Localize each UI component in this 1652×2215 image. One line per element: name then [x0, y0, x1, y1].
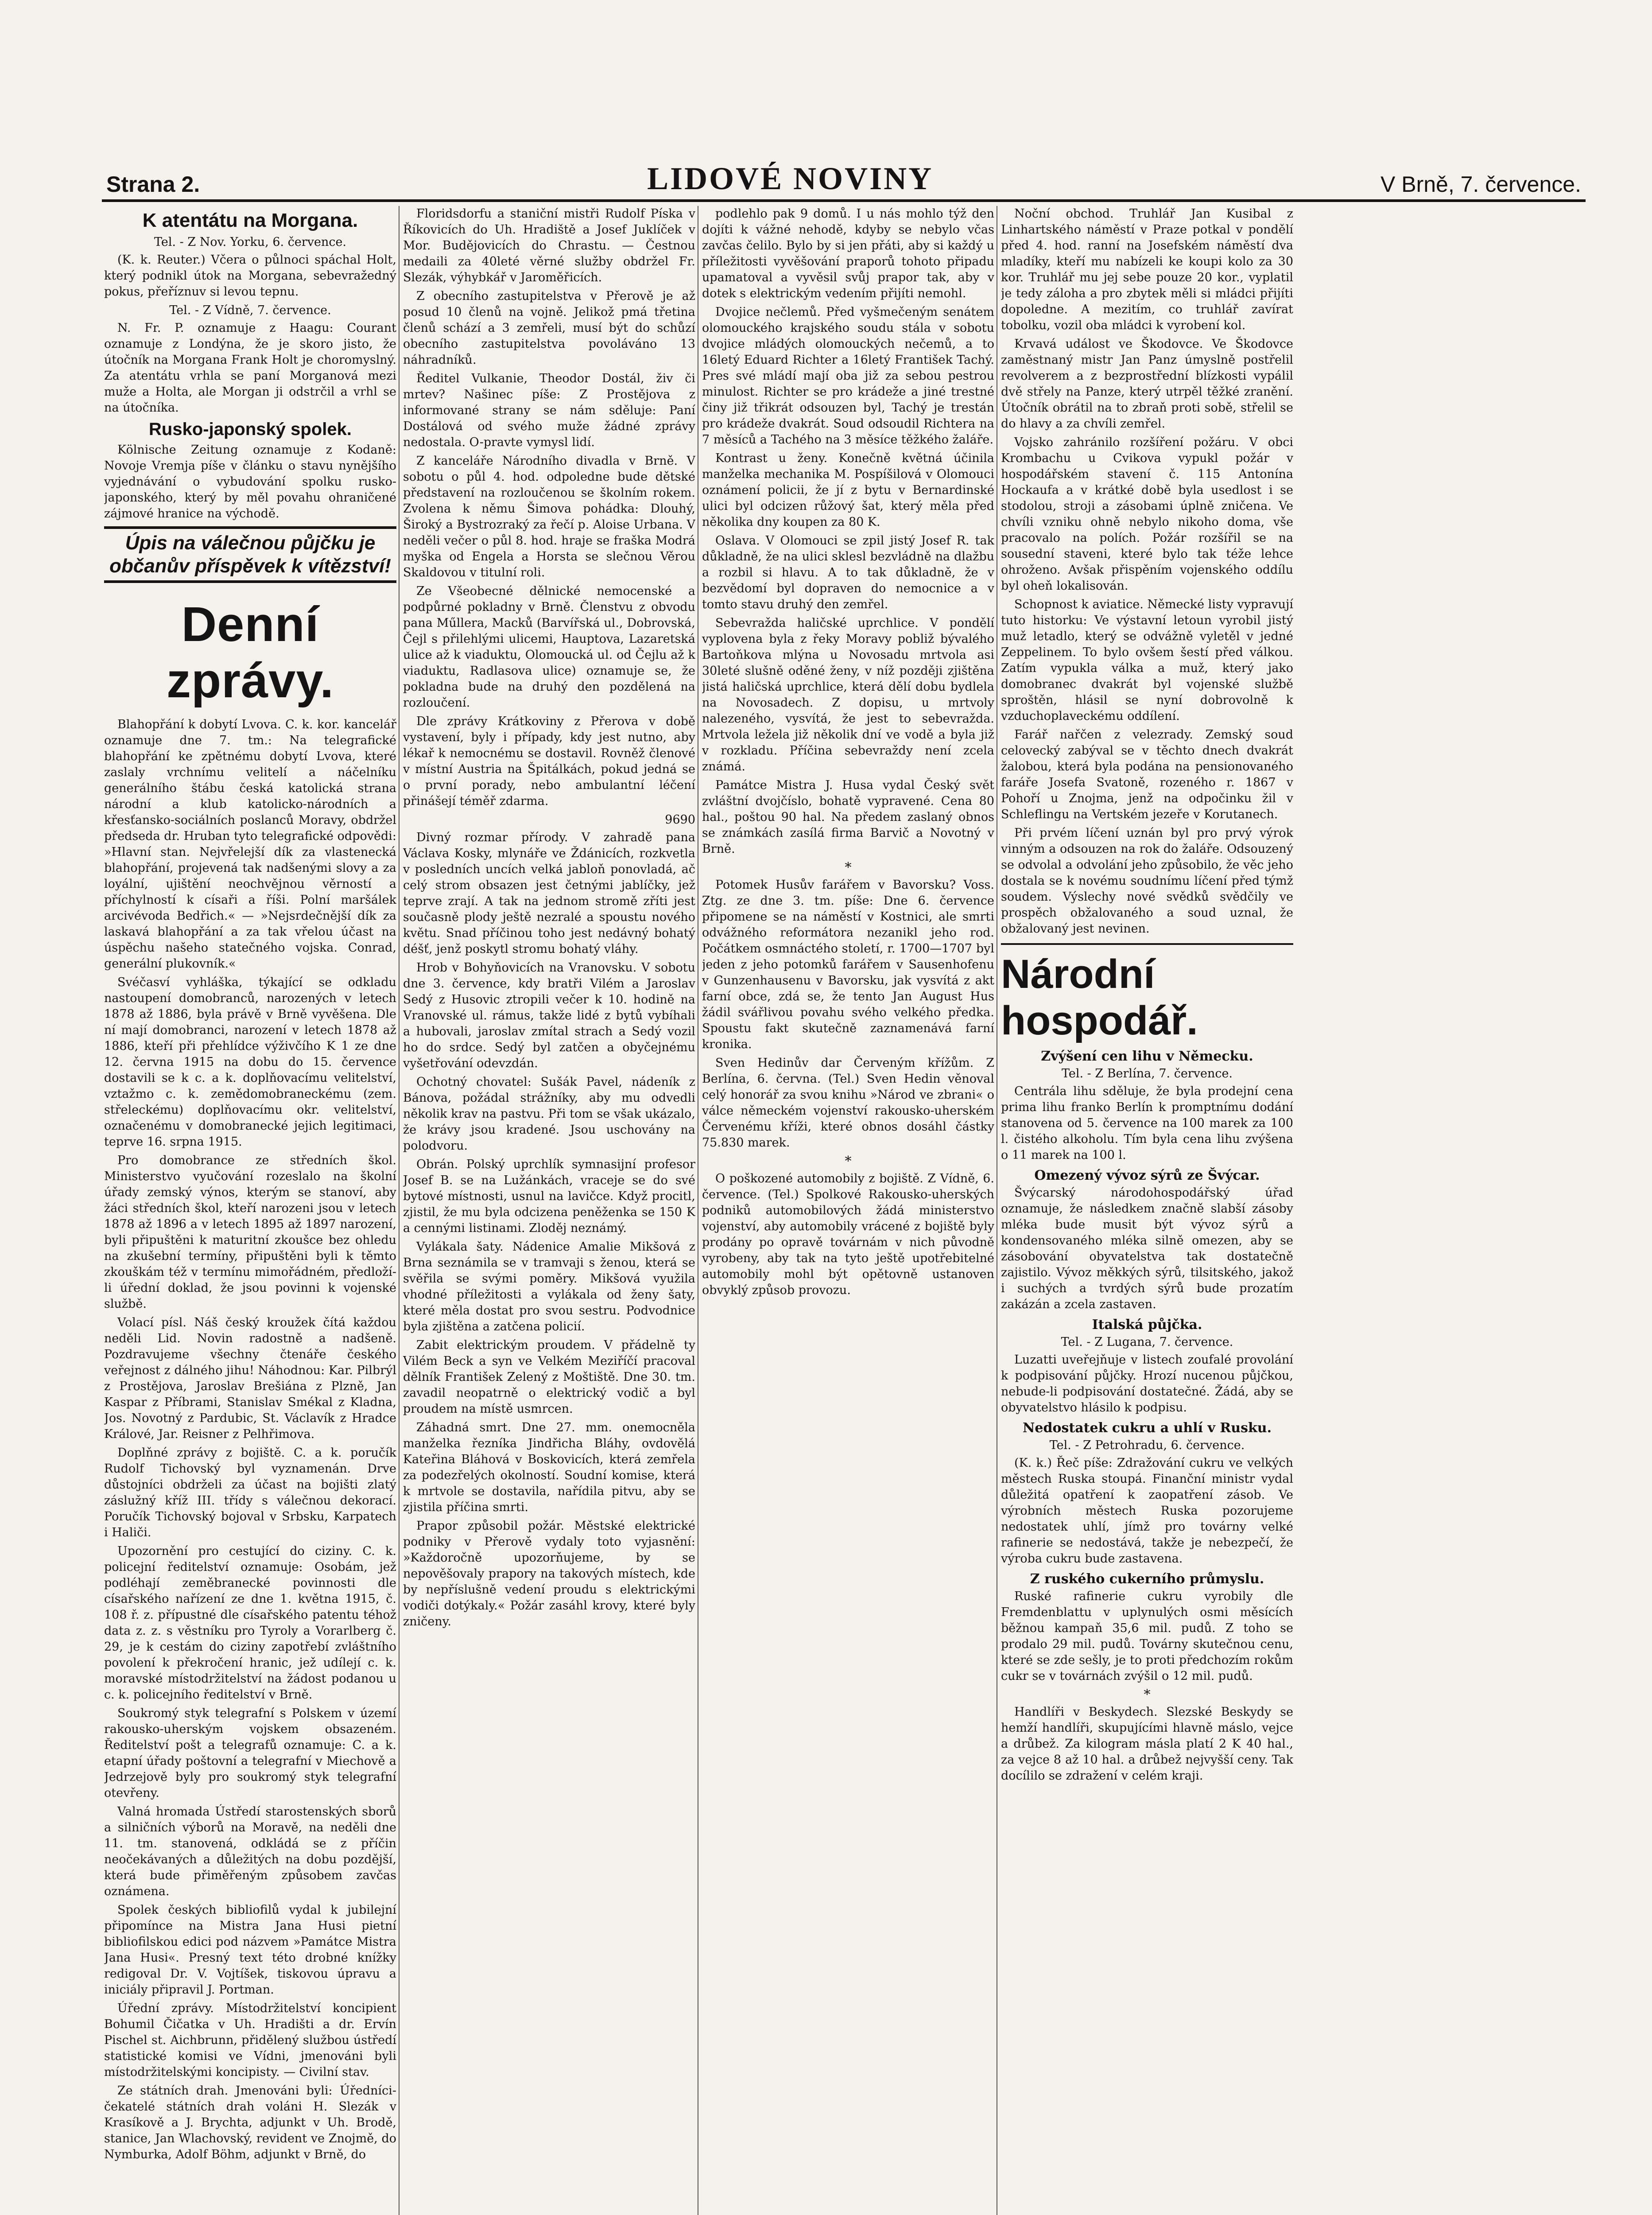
article-upozorneni: Upozornění pro cestující do ciziny. C. k. policejní ředitelství oznamuje: Osobám, jež podléhají zeměbranecké povinnosti dle císařského nařízení ze dne 1. května 1915, č. 108 ř. z. přípustné dle císařského patentu téhož data z. z. s věstníku pro Tyroly a Vorarlberg č. 29, je k cestám do ciziny zapotřebí zvláštního povolení k překročení hranic, jež udílejí c. k. moravské místodržitelství na žádost podanou u c. k. policejního ředitelství v Brně. — [104, 1544, 396, 1702]
section-heading-narodni-hospodar: Národní hospodář. — [1001, 952, 1198, 1043]
article-sven-hedin: Sven Hedinův dar Červeným křížům. Z Berlína, 6. června. (Tel.) Sven Hedin věnoval celý honorář za svou knihu »Národ ve zbrani« o válce německém vojenství rakousko-uherském Červenému kříži, které obnos dosáhl částky 75.830 marek. — [702, 1056, 994, 1150]
masthead: LIDOVÉ NOVINY — [647, 161, 934, 196]
article-vylakala: Vylákala šaty. Nádenice Amalie Mikšová z Brna seznámila se v tramvaji s ženou, která se svěřila se svými poměry. Mikšová využila vhodné příležitosti a vylákala od ženy šaty, které měla dostat pro svou sestru. Podvodnice byla zjištěna a zatčena policií. — [403, 1240, 695, 1333]
article-divny-rozmar: Divný rozmar přírody. V zahradě pana Václava Kosky, mlynáře ve Ždánicích, rozkvetla v posledních uncích velká jabloň ponovladá, ač celý strom obsazen jest četnými jablíčky, jež teprve zrají. A tak na jednom stromě zříti jest současně plody ještě nezralé a spoustu nového květu. Snad příčinou toho jest nedávný bohatý déšť, jenž poskytl stromu bohatý vláhy. — [403, 831, 695, 956]
article-oslava: Oslava. V Olomouci se zpil jistý Josef R. tak důkladně, že na ulici sklesl bezvládně na dlažbu a rozbil si hlavu. A to tak důkladně, že v bezvědomí byl dopraven do nemocnice a v tomto stavu druhý den zemřel. — [702, 534, 994, 611]
dateline: V Brně, 7. července. — [1380, 172, 1581, 197]
section-rule — [1001, 943, 1293, 945]
article-cukerni-prumysl: Ruské rafinerie cukru vyrobily dle Fremdenblattu v uplynulých osmi měsících běžnou kampaň 35,6 mil. pudů. Z toho se prodalo 29 mil. pudů. Továrny skutečnou cenu, které se zde sešly, je to proti předchozím rokům cukr se v továrnách zvýšil o 12 mil. pudů. — [1001, 1589, 1293, 1683]
article-pokladna: Dle zprávy Krátkoviny z Přerova v době vystavení, byly i případy, kdy jest nutno, aby lékař k nemocnému se dostavil. Rovněž členové v místní Austria na Špitálkách, pokud jedná se o první porady, nebo ambulantní léčení přinášejí téměř zdarma. — [403, 715, 695, 808]
article-prvem-liceni: Při prvém líčení uznán byl pro prvý výrok vinným a odsouzen na rok do žaláře. Odsouzený se odvolal a odvolání jeho způsobilo, že věc jeho dostala se k novému soudnímu líčení před týmž soudem. Výslechy nové svědků svědčily ve prospěch obžalovaného a soud uznal, že obžalovaný jest nevinen. — [1001, 826, 1293, 936]
article-skodovka: Krvavá událost ve Škodovce. Ve Škodovce zaměstnaný mistr Jan Panz úmyslně postřelil revolverem a z bezprostřední blízkosti vypálil dvě střely na Panze, který utrpěl těžké zranění. Útočník obrátil na to zbraň proti sobě, střelil se do hlavy a za chvíli zemřel. — [1001, 337, 1293, 431]
subheading-cukerni-prumysl: Z ruského cukerního průmyslu. — [1030, 1571, 1264, 1587]
article-morgan-1: (K. k. Reuter.) Včera o půlnoci spáchal Holt, který podnikl útok na Morgana, sebevražedný pokus, přeříznuv si levou tepnu. — [104, 253, 396, 299]
subheading-cukr-uhli: Nedostatek cukru a uhlí v Rusku. — [1022, 1420, 1272, 1436]
article-nocni-obchod: Noční obchod. Truhlář Jan Kusibal z Linhartského náměstí v Praze potkal v pondělí před 4. hod. ranní na Josefském náměstí dva mladíky, kteří mu nabízeli ke koupi kolo za 30 kor. Truhlář mu jej sebe pouze 20 kor., vyplatil je tedy záloha a pro zbytek měli si mládci přijíti dopoledne. A mezitím, co truhlář zavírat tobolku, vozil oba mládci k vyrobení kol. — [1001, 207, 1293, 332]
section-heading-denni-zpravy: Denní zprávy. — [167, 597, 334, 708]
war-loan-banner: Úpis na válečnou půjčku je občanův příspěvek k vítězství! — [104, 526, 396, 583]
dateline-cukr: Tel. - Z Petrohradu, 6. července. — [1049, 1438, 1245, 1452]
article-obran: Obrán. Polský uprchlík symnasijní profesor Josef B. se na Lužánkách, vraceje se do své bytové místnosti, usnul na lavičce. Když procitl, zjistil, že mu byla odcizena peněženka se 150 K a cennými listinami. Zloděj neznámý. — [403, 1158, 695, 1235]
header-rule — [102, 199, 1586, 202]
page-header — [106, 157, 1581, 197]
article-dvojice: Dvojice nečlemů. Před vyšmečeným senátem olomouckého krajského soudu stála v sobotu dvojice mládých olomouckých nečemů, a to 16letý Eduard Richter a 16letý František Tachý. Pres své mládí mají oba již za sebou pestrou minulost. Richter se pro krádeže a jiné trestné činy již třikrát odsouzen byl, Tachý je trestán pro krádeže dvakrát. Soud odsoudil Richtera na 7 měsíců a Tachého na 3 měsíce těžkého žaláře. — [702, 305, 994, 447]
article-aviatika: Schopnost k aviatice. Německé listy vypravují tuto historku: Ve výstavní letoun vyrobil jistý muž letadlo, který se odvážně vyletěl v jedné Zeppelinem. To bylo ovšem šestí před válkou. Zatím vypukla válka a muž, který jako domobranec dvakrát byl vojenské službě sproštěn, hlásil se nyní dobrovolně k vzduchoplaveckému oddílení. — [1001, 598, 1293, 723]
separator-star: * — [1144, 1687, 1151, 1702]
article-pozar-krombach: Vojsko zahránilo rozšíření požáru. V obci Krombachu u Cvikova vypukl požár v hospodářském stavení č. 115 Antonína Hockaufa a v krátké době byla usedlost i se stodolou, stroji a zásobami úplně zničena. Ve chvíli vzniku ohně nebylo nikoho doma, vše pracovalo na polích. Požár rozšířil se na sousední staveni, které bylo tak téže lehce ohroženo. Avšak přispěním vojenského oddílu byl oheň lokalisován. — [1001, 435, 1293, 593]
article-prapor-pozar: Prapor způsobil požár. Městské elektrické podniky v Přerově vydaly toto vyjasnění: »Každoročně upozorňujeme, by se nepověšovaly prapory na takových místech, kde by nepříslušně vedení proudu s elektrickými vodiči dotýkaly.« Požár zasáhl krovy, které byly zničeny. — [403, 1519, 695, 1628]
dateline-lih: Tel. - Z Berlína, 7. července. — [1061, 1067, 1233, 1080]
article-pamatce-husa: Památce Mistra J. Husa vydal Český svět zvláštní dvojčíslo, bohatě vypravené. Cena 80 hal., poštou 90 hal. Na předem zaslaný obnos se známkách zasílá firma Barvič a Novotný v Brně. — [702, 778, 994, 856]
article-number: 9690 — [665, 813, 695, 827]
article-vranovsko: Hrob v Bohyňovicích na Vranovsku. V sobotu dne 3. července, kdy bratři Vilém a Jaroslav Sedý z Husovic ztropili večer k 10. hodině na Vranovské ul. rámus, takže lidé z bytů vybíhali a hubovali, jaroslav zmítal strach a Sedý vozil ho do srdce. Sedý byl zatčen a obyčejnému vyšetřování odevzdán. — [403, 961, 695, 1070]
article-continued: podlehlo pak 9 domů. I u nás mohlo týž den dojíti k vážné nehodě, kdyby se nebylo včas zavčas čelilo. Bylo by si jen přáti, aby si každý u příležitosti vyvěšování praporů tohoto připadu upamatoval a vyvěsil svůj prapor tak, aby v dotek s elektrickým vedením přijíti nemohl. — [702, 207, 994, 300]
heading-morgan: K atentátu na Morgana. — [142, 210, 358, 231]
article-continued: Floridsdorfu a staniční mistři Rudolf Píska v Říkovicích do Uh. Hradiště a Josef Juklíček v Mor. Budějovicích do Chrastu. — Čestnou medaili za 40leté věrné služby obdržel Fr. Slezák, výhybkář v Jaroměřicích. — [403, 207, 695, 284]
article-zahadna-smrt: Záhadná smrt. Dne 27. mm. onemocněla manželka řezníka Jindřicha Bláhy, ovdovělá Kateřina Bláhová v Boskovicích, která zemřela za podezřelých okolností. Soudní komise, která k mrtvole se dostavila, nařídila pitvu, aby se zjistila příčina smrti. — [403, 1421, 695, 1514]
article-volaci: Volací písl. Náš český kroužek čítá každou neděli Lid. Novin radostně a nadšeně. Pozdravujeme všechny čtenáře českého veřejnost z dálného jihu! Náhodnou: Kar. Pilbrýl z Prostějova, Jaroslav Brešiána z Plzně, Jan Kaspar z Příbrami, Stanislav Smékal z Kladna, Jos. Novotný z Pardubic, St. Václavík z Hradce Králové, Jar. Reisner z Pelhřimova. — [104, 1316, 396, 1441]
article-pujcka: Luzatti uveřejňuje v listech zoufalé provolání k podpisování půjčky. Hrozí nucenou půjčkou, nebude-li podpisování dostatečné. Žádá, aby se obyvatelstvo hlásilo k podpisu. — [1001, 1353, 1293, 1414]
article-prerov-zastupitelstvo: Z obecního zastupitelstva v Přerově je až posud 10 členů na vojně. Jelikož pmá třetina členů schází a 3 zemřeli, musí být do schůzí obecního zastupitelstva povoláváno 13 náhradníků. — [403, 289, 695, 367]
article-vyhlaska: Svéčasví vyhláška, týkající se odkladu nastoupení domobranců, narozených v letech 1878 až 1886, byla právě v Brně vyvěšena. Dle ní mají domobranci, narození v letech 1878 až 1886, kteří při přehlídce výživčího K 1 ze dne 12. června 1915 na dobu do 15. července dostavili se k c. a k. doplňovacímu velitelství, vztažmo c. k. zemědomobraneckému (zem. střeleckému) doplňovacímu okr. velitelství, označenému v domobranecké jejich legitimaci, teprve 16. srpna 1915. — [104, 975, 396, 1149]
article-morgan-2: N. Fr. P. oznamuje z Haagu: Courant oznamuje z Londýna, že je skoro jisto, že útočník na Morgana Frank Holt je choromyslný. Za atentátu vrhla se paní Morganová mezi muže a Holta, ale Morgan ji odstrčil a vrhl se na útočníka. — [104, 321, 396, 415]
article-valna-hromada: Valná hromada Ústředí starostenských sborů a silničních výborů na Moravě, na neděli dne 11. tm. stanovená, odkládá se z příčin neočekávaných a důležitých na dobu pozdější, která bude přiměřeným způsobem zavčas oznámena. — [104, 1805, 396, 1898]
article-handliri: Handlíři v Beskydech. Slezské Beskydy se hemží handlíři, skupujícími hlavně máslo, vejce a drůbež. Za kilogram másla platí 2 K 40 hal., za vejce 8 až 10 hal. a drůbež nejvyšší ceny. Tak docílilo se zdražení v celém kraji. — [1001, 1705, 1293, 1783]
article-kontrast: Kontrast u ženy. Konečně květná účinila manželka mechanika M. Pospíšilová v Olomouci oznámení policii, že jí z bytu v Bernardinské ulici byl odcizen růžový šat, který měla před několika dny koupen za 80 K. — [702, 451, 994, 529]
separator-star: * — [845, 860, 852, 875]
article-lih: Centrála lihu sděluje, že byla prodejní cena prima lihu franko Berlín k promptnímu dodání stanovena od 5. července na 100 marek za 100 l. čistého alkoholu. Tím byla cena lihu zvýšena o 11 marek na 100 l. — [1001, 1084, 1293, 1162]
article-nemocenska: Ze Všeobecné dělnické nemocenské a podpůrné pokladny v Brně. Členstvu z obvodu pana Műllera, Macků (Barvířská ul., Dobrovská, Čejl s přilehlými ulicemi, Hauptova, Lazaretská ulice až k viaduktu, Olomoucká ul. od Čejlu až k viaduktu, Radlasova ulice) oznamuje se, že pokladna bude na druhý den pozdělená na rozloučení. — [403, 584, 695, 710]
article-domobranci: Pro domobrance ze středních škol. Ministerstvo vyučování rozeslalo na školní úřady zemský výnos, kterým se stanoví, aby žáci středních škol, kteří narozeni jsou v letech 1878 až 1896 a v letech 1895 až 1897 narození, byli připuštěni k maturitní zkoušce bez ohledu na zkušební termíny, připuštěni byli k těmto zkouškám též v termínu mimořádném, předloží-li úřední doklad, že jsou povinni k vojenské službě. — [104, 1154, 396, 1311]
article-uredni-zpravy: Úřední zprávy. Místodržitelství koncipient Bohumil Čičatka v Uh. Hradišti a dr. Ervín Pischel st. Aichbrunn, přidělený službou ústředí statistické komisi ve Vídni, jmenováni byli místodržitelskými koncipisty. — Civilní stav. — [104, 2001, 396, 2079]
column-2 — [403, 206, 695, 2215]
dateline-morgan-1: Tel. - Z Nov. Yorku, 6. července. — [154, 235, 347, 249]
article-rusko: Kölnische Zeitung oznamuje z Kodaně: Novoje Vremja píše v článku o stavu nynějšího vyjednávání o vybudování spolku rusko-japonského, který by měl povahu ohraničené zájmové hranice na východě. — [104, 443, 396, 521]
article-soukromy-styk: Soukromý styk telegrafní s Polskem v území rakousko-uherským vojskem obsazeném. Ředitelství pošt a telegrafů oznamuje: C. a k. etapní úřady poštovní a telegrafní v Miechově a Jedrzejově byly pro soukromý styk telegrafní otevřeny. — [104, 1706, 396, 1800]
column-4 — [1001, 206, 1293, 2215]
article-lvov: Blahopřání k dobytí Lvova. C. k. kor. kancelář oznamuje dne 7. tm.: Na telegrafické blahopřání ke zpětnému dobytí Lvova, které zaslaly vrchnímu velitelí a náčelníku generálního štábu česká katolická strana národní a klub katolicko-národních a křesťansko-sociálních poslanců Moravy, obdržel předseda dr. Hruban tyto telegrafické odpovědi: »Hlavní stan. Nejvřelejší dík za vlastenecká blahopřání, projevená tak nadšenými slovy a za loyální, ujištění neochvějnou věrností a příchylností k císaři a říši. Polní maršálek arcivévoda Bedřich.« — »Nejsrdečnější dík za laskavá blahopřání a za tak vřelou účast na úspěchu našeho statečného vojska. Conrad, generální plukovník.« — [104, 718, 396, 971]
column-1 — [104, 206, 396, 2215]
article-zabit-proudem: Zabit elektrickým proudem. V přádelně ty Vilém Beck a syn ve Velkém Meziříčí pracoval dělník František Zelený z Moštiště. Dne 30. tm. zavadil neopatrně o elektrický vodič a byl proudem na místě usmrcen. — [403, 1338, 695, 1416]
article-narodni-divadlo: Z kanceláře Národního divadla v Brně. V sobotu o půl 4. hod. odpoledne bude dětské představení na rozloučenou se školním rokem. Zvolena k němu Šimova pohádka: Dlouhý, Široký a Bystrozraký za řečí p. Aloise Urbana. V neděli večer o půl 8. hod. hraje se fraška Modrá myška od Engela a Horsta se slečnou Věrou Skaldovou v titulní roli. — [403, 454, 695, 579]
article-chovatel: Ochotný chovatel: Sušák Pavel, nádeník z Bánova, požádal strážníky, aby mu odvedli několik krav na pastvu. Při tom se však ukázalo, že krávy jsou kradené. Jsou uschovány na polodvoru. — [403, 1075, 695, 1153]
article-zpravy-bojiste: Doplňné zprávy z bojiště. C. a k. poručík Rudolf Tichovský byl vyznamenán. Drve důstojníci obdrželi za účast na bojišti zlatý záslužný kříž III. třídy s válečnou dekorací. Poručík Tichovský bojoval v Srbsku, Karpatech i Haliči. — [104, 1446, 396, 1539]
article-cukr-uhli: (K. k.) Řeč píše: Zdražování cukru ve velkých městech Ruska stoupá. Finanční ministr vydal důležitá opatření k zaopatření zásob. Ve výrobních městech Ruska pozorujeme nedostatek uhlí, jímž pro továrny velké rafinerie se nedostává, takže je nebezpečí, že výroba cukru bude zastavena. — [1001, 1456, 1293, 1566]
article-sebevrazda: Sebevražda haličské uprchlice. V pondělí vyplovena byla z řeky Moravy pobliž bývalého Bartoňkova mlýna u Novosadu mrtvola asi 30leté slušně oděné ženy, v níž později zjištěna jistá haličská uprchlice, která dělí dobu bydlela na Novosadech. Z dopisu, u mrtvoly nalezeného, vysvítá, že jest to sebevražda. Mrtvola ležela již několik dní ve vodě a byla již v rozkladu. Příčina sebevraždy není zcela známá. — [702, 616, 994, 773]
subheading-syry: Omezený vývoz sýrů ze Švýcar. — [1034, 1168, 1260, 1183]
subheading-lih: Zvýšení cen lihu v Německu. — [1041, 1049, 1253, 1064]
separator-star: * — [845, 1154, 852, 1169]
column-3 — [702, 206, 994, 2215]
article-bibliofilove: Spolek českých bibliofilů vydal k jubilejní připomínce na Mistra Jana Husi pietní bibliofilskou edici pod názvem »Památce Mistra Jana Husi«. Presný text této drobné knížky redigoval Dr. V. Vojtíšek, tiskovou úpravu a iniciály připravil J. Portman. — [104, 1903, 396, 1997]
heading-rusko: Rusko-japonský spolek. — [149, 420, 352, 439]
article-statni-drahy: Ze státních drah. Jmenováni byli: Úředníci-čekatelé státních drah voláni H. Slezák v Krasíkově a J. Brychta, adjunkt v Uh. Brodě, stanice, Jan Wlachovský, revident ve Znojmě, do Nymburka, Adolf Böhm, adjunkt v Brně, do — [104, 2084, 396, 2161]
subheading-italska-pujcka: Italská půjčka. — [1092, 1317, 1202, 1333]
page-number: Strana 2. — [106, 172, 200, 197]
article-vulkanie: Ředitel Vulkanie, Theodor Dostál, živ či mrtev? Našinec píše: Z Prostějova z informované strany se nám sděluje: Paní Dostálová od svého muže žádné zprávy nedostala. O-pravte vymysl lidí. — [403, 372, 695, 449]
article-potomek-husuv: Potomek Husův farářem v Bavorsku? Voss. Ztg. ze dne 3. tm. píše: Dne 6. července připomene se na náměstí v Kostnici, ale smrti odvážného reformátora nezanikl jeho rod. Počátkem osmnáctého století, r. 1700—1707 byl jeden z jeho potomků farářem v Sausenhofenu v Gunzenhausenu v Bavorsku, jak vysvítá z akt farní obce, zdá se, že tento Jan August Hus žádil svářlivou povahu svého velkého předka. Spoustu fakt skutečně zaznamenává farní kronika. — [702, 878, 994, 1051]
article-automobily: O poškozené automobily z bojiště. Z Vídně, 6. července. (Tel.) Spolkové Rakousko-uherských podniků automobilových žádá ministerstvo vojenství, aby automobily vrácené z bojiště byly prodány po opravě továrnám v nich původně vyrobeny, aby tak na tyto ještě upotřebitelné automobily mohl být opětovně ustanoven obvyklý způsob provozu. — [702, 1172, 994, 1297]
dateline-morgan-2: Tel. - Z Vídně, 7. července. — [169, 303, 331, 317]
dateline-pujcka: Tel. - Z Lugana, 7. července. — [1061, 1335, 1233, 1349]
article-farar-velezrada: Farář nařčen z velezrady. Zemský soud celovecký zabýval se v těchto dnech dvakrát žalobou, která byla podána na pensionovaného faráře Josefa Svatoně, rozeného r. 1867 v Pohoří u Znojma, jenž na odpočinku žil v Schleflingu na Vertském jezeře v Korutanech. — [1001, 728, 1293, 821]
article-syry: Švýcarský národohospodářský úřad oznamuje, že následkem značně slabší zásoby mléka bude musit být vývoz sýrů a kondensovaného mléka silně omezen, aby se zásobování obyvatelstva tak dostatečně zajistilo. Vývoz měkkých sýrů, tilsitského, jakož i suchých a tvrdých sýrů bude prozatím zakázán a zcela zastaven. — [1001, 1186, 1293, 1311]
